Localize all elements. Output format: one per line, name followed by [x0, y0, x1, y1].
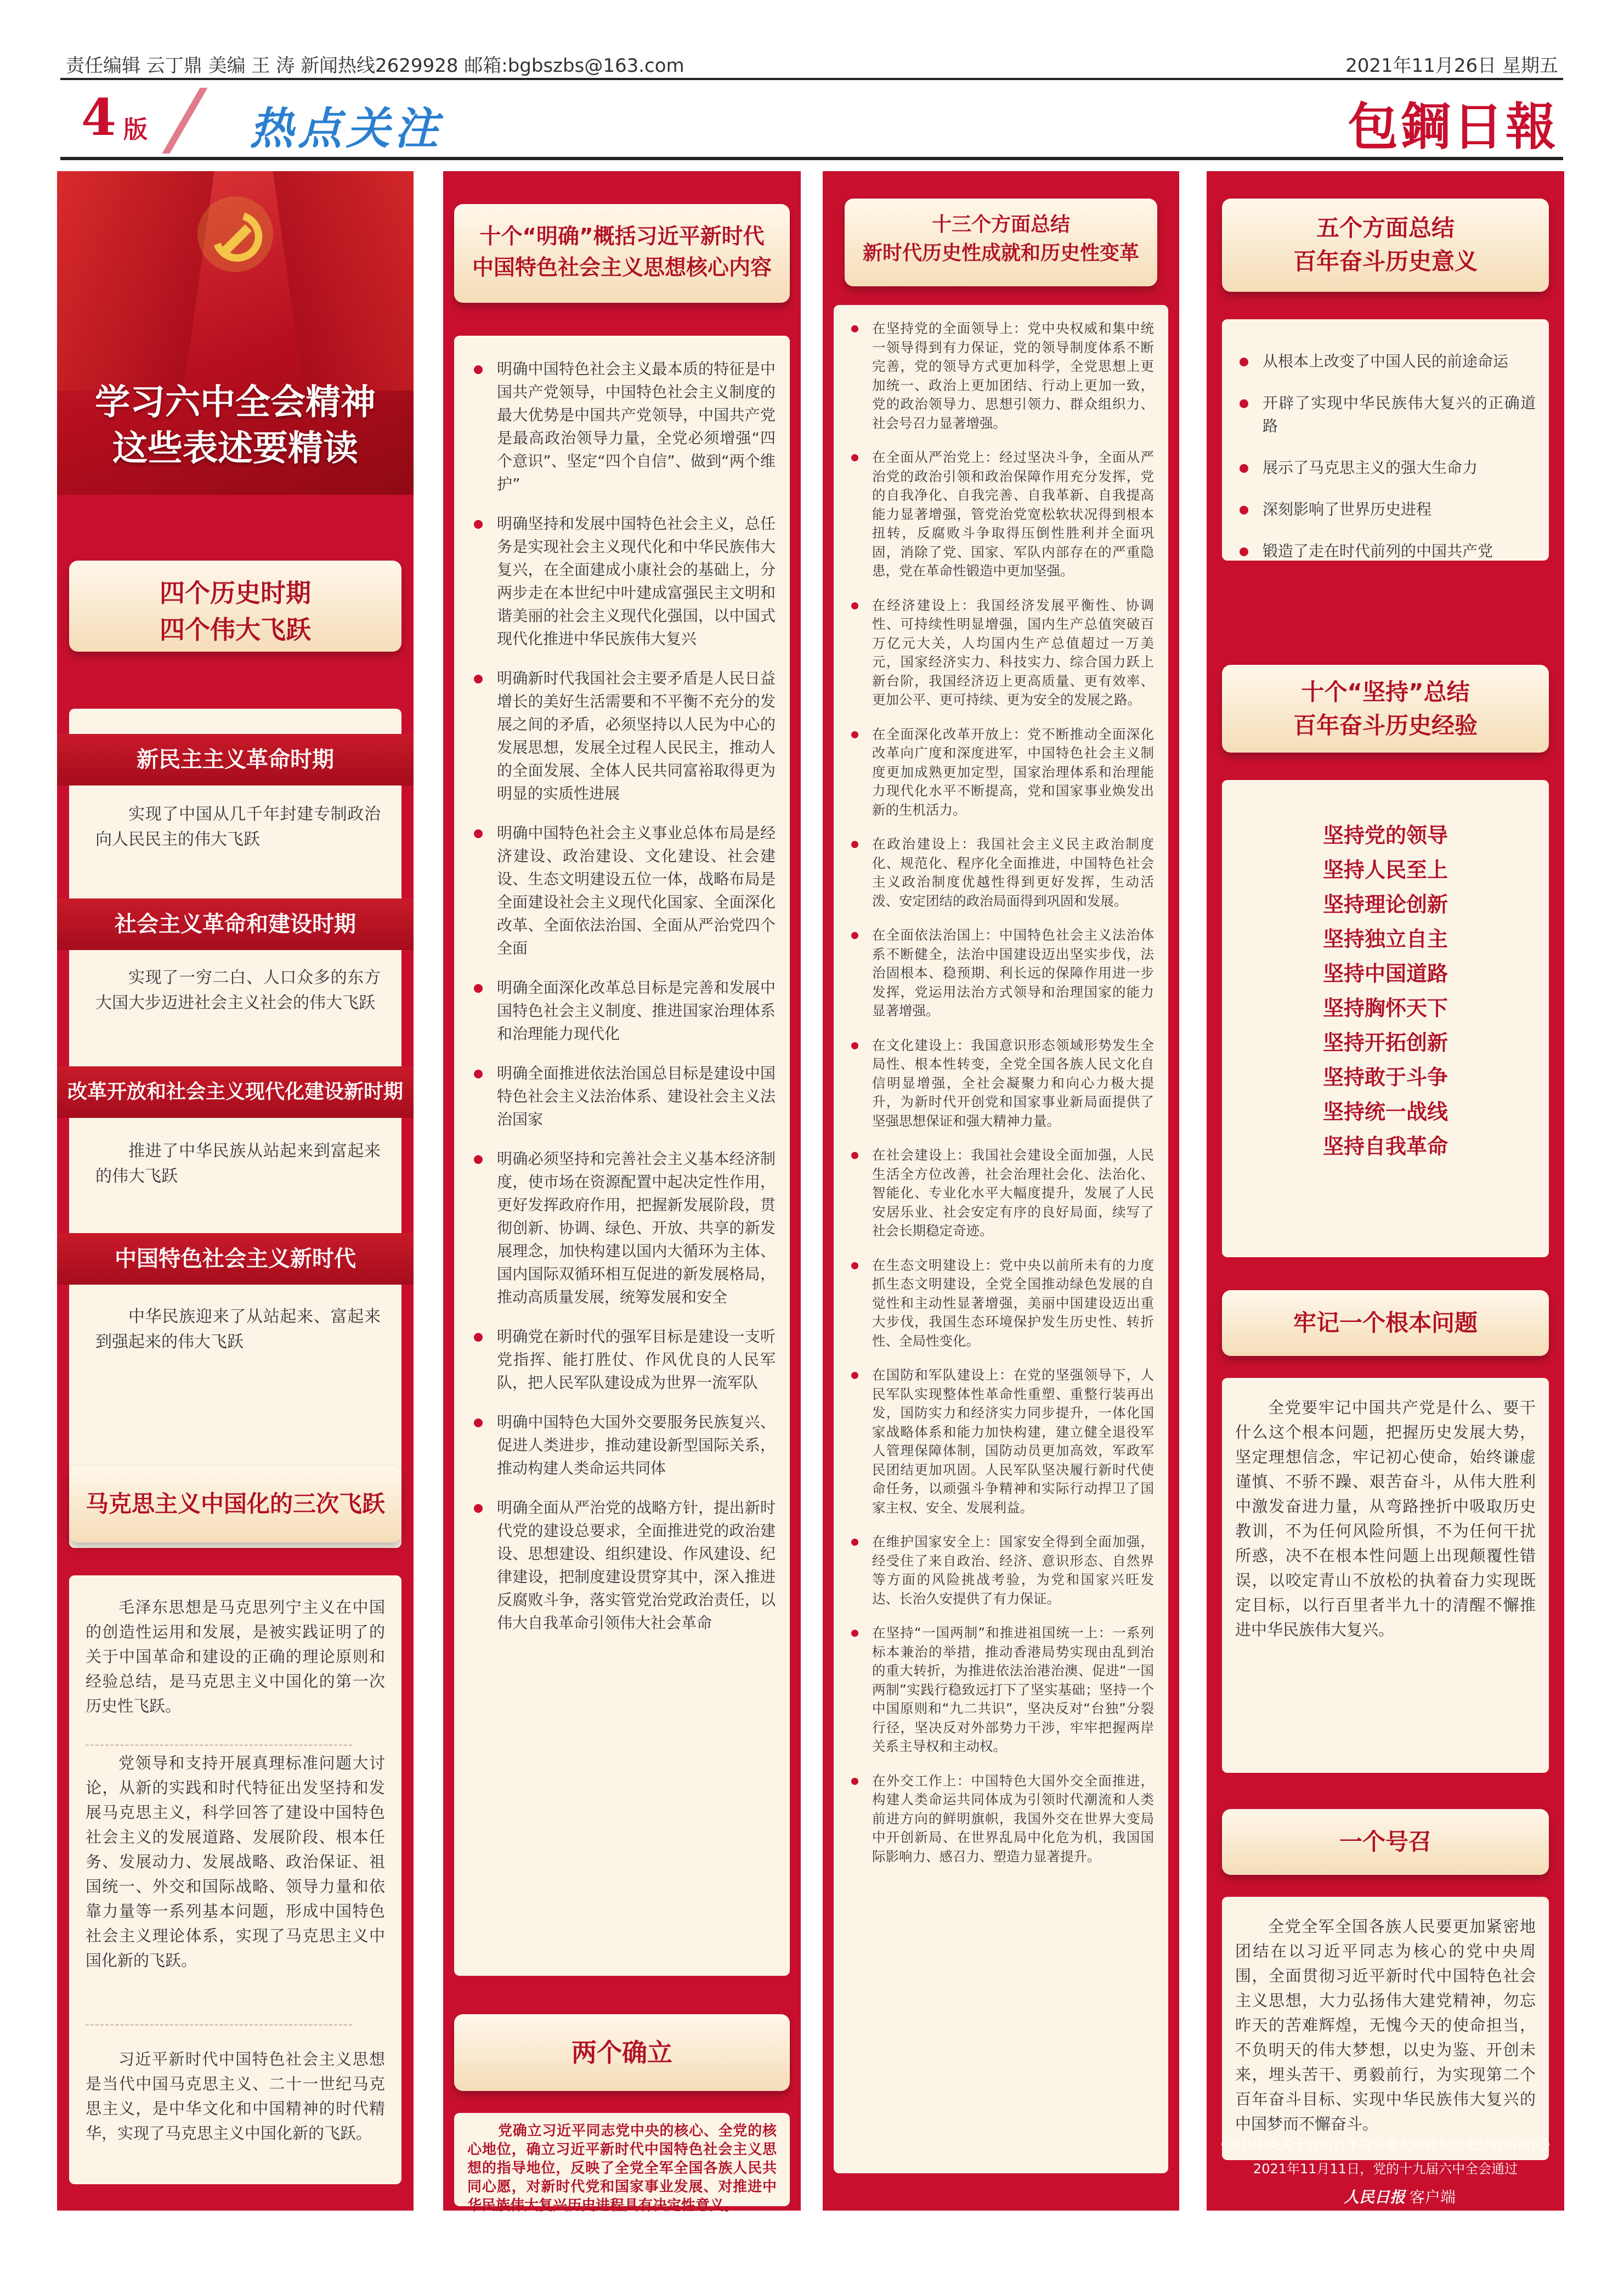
ten-clarify-header-line1: 十个“明确”概括习近平新时代 [479, 224, 765, 249]
root-question-text: 全党要牢记中国共产党是什么、要干什么这个根本问题，把握历史发展大势，坚定理想信念，牢记初心使命，始终谦虚谨慎、不骄不躁、艰苦奋斗，从伟大胜利中激发奋进力量，从弯路挫折中吸取历史教训，不为任何风险所惧，不为任何干扰所惑，决不在根本性问题上出现颠覆性错误，以咬定青山不放松的执着奋力实现既定目标，以行百里者半九十的清醒不懈推进中华民族伟大复兴。 [1235, 1398, 1536, 1639]
period-1-name: 新民主主义革命时期 [57, 734, 414, 785]
ten-clarify-list [465, 358, 776, 1635]
period-4-text: 中华民族迎来了从站起来、富起来到强起来的伟大飞跃 [95, 1307, 381, 1352]
ten-insist-header-line1: 十个“坚持”总结 [1301, 679, 1470, 705]
achievement-item: 在政治建设上：我国社会主义民主政治制度化、规范化、程序化全面推进，中国特色社会主义政治制度优越性得到更好发挥，生动活泼、安定团结的政治局面得到巩固和发展。 [842, 835, 1154, 911]
source-document: 《中共中央关于党的百年奋斗重大成就和历史经验的决议》 [1214, 2137, 1557, 2152]
newspaper-masthead: 包鋼日報 [1347, 97, 1558, 156]
achievement-item: 在坚持“一国两制”和推进祖国统一上：一系列标本兼治的举措，推动香港局势实现由乱到治的重大转折，为推进依法治港治澳、促进“一国两制”实践行稳致远打下了坚实基础；坚持一个中国原则和“九二共识”，坚决反对“台独”分裂行径，坚决反对外部势力干涉，牢牢把握两岸关系主导权和主动权。 [842, 1624, 1154, 1756]
column1-title-line1: 学习六中全会精神 [95, 382, 376, 423]
column1-title-line2: 这些表述要精读 [112, 428, 358, 469]
significance-item: 展示了马克思主义的强大生命力 [1231, 456, 1536, 479]
column-ten-clarifications [443, 171, 801, 2214]
insist-item: 坚持自我革命 [1322, 1134, 1448, 1158]
period-3-name: 改革开放和社会主义现代化建设新时期 [57, 1066, 414, 1118]
two-establish-text: 党确立习近平同志党中央的核心、全党的核心地位，确立习近平新时代中国特色社会主义思想的指导地位，反映了全党全军全国各族人民共同心愿，对新时代党和国家事业发展、对推进中华民族伟大复兴历史进程具有决定性意义。 [467, 2123, 777, 2214]
column-history-periods [57, 171, 414, 2211]
party-emblem-icon [194, 193, 276, 275]
clarify-item: 明确中国特色社会主义最本质的特征是中国共产党领导，中国特色社会主义制度的最大优势是中国共产党领导，中国共产党是最高政治领导力量，全党必须增强“四个意识”、坚定“四个自信”、做到“两个维护” [465, 358, 776, 496]
column-significance [1207, 171, 1564, 2211]
achievement-item: 在全面从严治党上：经过坚决斗争，全面从严治党的政治引领和政治保障作用充分发挥，党的自我净化、自我完善、自我革新、自我提高能力显著增强，管党治党宽松软状况得到根本扭转，反腐败斗争取得压倒性胜利并全面巩固，消除了党、国家、军队内部存在的严重隐患，党在革命性锻造中更加坚强。 [842, 448, 1154, 581]
clarify-item: 明确中国特色社会主义事业总体布局是经济建设、政治建设、文化建设、社会建设、生态文明建设五位一体，战略布局是全面建设社会主义现代化国家、全面深化改革、全面依法治国、全面从严治党四个全面 [465, 822, 776, 960]
five-header-line1: 五个方面总结 [1316, 214, 1455, 241]
source-date: 2021年11月11日，党的十九届六中全会通过 [1253, 2161, 1518, 2177]
significance-item: 锻造了走在时代前列的中国共产党 [1231, 540, 1536, 563]
leap-2-text: 党领导和支持开展真理标准问题大讨论，从新的实践和时代特征出发坚持和发展马克思主义，科学回答了建设中国特色社会主义的发展道路、发展阶段、根本任务、发展动力、发展战略、政治保证、祖国统一、外交和国际战略、领导力量和依靠力量等一系列基本问题，形成中国特色社会主义理论体系，实现了马克思主义中国化新的飞跃。 [86, 1754, 385, 1970]
achievement-item: 在坚持党的全面领导上：党中央权威和集中统一领导得到有力保证，党的领导制度体系不断完善，党的领导方式更加科学，全党思想上更加统一、政治上更加团结、行动上更加一致，党的政治领导力、思想引领力、群众组织力、社会号召力显著增强。 [842, 319, 1154, 433]
leaps-header: 马克思主义中国化的三次飞跃 [69, 1466, 401, 1542]
decor-slash [162, 88, 207, 154]
five-list [1231, 350, 1536, 563]
clarify-item: 明确全面深化改革总目标是完善和发展中国特色社会主义制度、推进国家治理体系和治理能力现代化 [465, 976, 776, 1045]
significance-item: 深刻影响了世界历史进程 [1231, 498, 1536, 521]
thirteen-header [845, 199, 1157, 286]
clarify-item: 明确必须坚持和完善社会主义基本经济制度，使市场在资源配置中起决定性作用，更好发挥政府作用，把握新发展阶段，贯彻创新、协调、绿色、开放、共享的新发展理念，加快构建以国内大循环为主体、国内国际双循环相互促进的新发展格局，推动高质量发展，统筹发展和安全 [465, 1148, 776, 1309]
header-rule-bottom [60, 157, 1563, 160]
periods-header-line2: 四个伟大飞跃 [160, 614, 311, 645]
ten-clarify-header-line2: 中国特色社会主义思想核心内容 [472, 255, 772, 280]
call-text: 全党全军全国各族人民要更加紧密地团结在以习近平同志为核心的党中央周围，全面贯彻习近平新时代中国特色社会主义思想，大力弘扬伟大建党精神，勿忘昨天的苦难辉煌，无愧今天的使命担当，不负明天的伟大梦想，以史为鉴、开创未来，埋头苦干、勇毅前行，为实现第二个百年奋斗目标、实现中华民族伟大复兴的中国梦而不懈奋斗。 [1235, 1917, 1536, 2133]
insist-item: 坚持敢于斗争 [1322, 1065, 1448, 1089]
edition-number: 4 [81, 88, 117, 147]
significance-item: 开辟了实现中华民族伟大复兴的正确道路 [1231, 392, 1536, 438]
period-2-text: 实现了一穷二白、人口众多的东方大国大步迈进社会主义社会的伟大飞跃 [95, 968, 381, 1013]
root-question-header: 牢记一个根本问题 [1222, 1290, 1549, 1356]
column1-title [57, 380, 414, 472]
period-4-name: 中国特色社会主义新时代 [57, 1233, 414, 1285]
clarify-item: 明确全面从严治党的战略方针，提出新时代党的建设总要求，全面推进党的政治建设、思想建设、组织建设、作风建设、纪律建设，把制度建设贯穿其中，深入推进反腐败斗争，落实管党治党政治责任，以伟大自我革命引领伟大社会革命 [465, 1496, 776, 1635]
logo-name: 人民日报 [1344, 2188, 1406, 2206]
period-2-name: 社会主义革命和建设时期 [57, 898, 414, 950]
achievement-item: 在外交工作上：中国特色大国外交全面推进，构建人类命运共同体成为引领时代潮流和人类前进方向的鲜明旗帜，我国外交在世界大变局中开创新局、在世界乱局中化危为机，我国国际影响力、感召力、塑造力显著提升。 [842, 1772, 1154, 1867]
period-1-text: 实现了中国从几千年封建专制政治向人民民主的伟大飞跃 [95, 805, 381, 849]
period-3-text: 推进了中华民族从站起来到富起来的伟大飞跃 [95, 1141, 381, 1186]
five-header [1222, 199, 1549, 292]
periods-header-line1: 四个历史时期 [160, 578, 311, 608]
insist-item: 坚持人民至上 [1322, 858, 1448, 882]
achievement-item: 在文化建设上：我国意识形态领域形势发生全局性、根本性转变，全党全国各族人民文化自信明显增强，全社会凝聚力和向心力极大提升，为新时代开创党和国家事业新局面提供了坚强思想保证和强大精神力量。 [842, 1036, 1154, 1131]
insist-item: 坚持理论创新 [1322, 892, 1448, 917]
achievement-item: 在全面依法治国上：中国特色社会主义法治体系不断健全，法治中国建设迈出坚实步伐，法治固根本、稳预期、利长远的保障作用进一步发挥，党运用法治方式领导和治理国家的能力显著增强。 [842, 926, 1154, 1021]
leaps-divider-1 [86, 1744, 352, 1746]
achievement-item: 在社会建设上：我国社会建设全面加强，人民生活全方位改善，社会治理社会化、法治化、智能化、专业化水平大幅度提升，发展了人民安居乐业、社会安定有序的良好局面，续写了社会长期稳定奇迹。 [842, 1146, 1154, 1241]
edition-suffix: 版 [123, 116, 148, 144]
achievement-item: 在全面深化改革开放上：党不断推动全面深化改革向广度和深度进军，中国特色社会主义制度更加成熟更加定型，国家治理体系和治理能力现代化水平不断提高，党和国家事业焕发出新的生机活力。 [842, 725, 1154, 820]
header-rule-top [60, 78, 1563, 80]
clarify-item: 明确党在新时代的强军目标是建设一支听党指挥、能打胜仗、作风优良的人民军队，把人民军队建设成为世界一流军队 [465, 1325, 776, 1394]
flag-fold-left [57, 171, 216, 391]
clarify-item: 明确全面推进依法治国总目标是建设中国特色社会主义法治体系、建设社会主义法治国家 [465, 1062, 776, 1131]
insist-item: 坚持独立自主 [1322, 927, 1448, 951]
peoples-daily-logo [1344, 2185, 1508, 2207]
insist-item: 坚持胸怀天下 [1322, 996, 1448, 1020]
leap-1-text: 毛泽东思想是马克思列宁主义在中国的创造性运用和发展，是被实践证明了的关于中国革命和建设的正确的理论原则和经验总结，是马克思主义中国化的第一次历史性飞跃。 [86, 1598, 385, 1715]
achievement-item: 在经济建设上：我国经济发展平衡性、协调性、可持续性明显增强，国内生产总值突破百万亿元大关，人均国内生产总值超过一万美元，国家经济实力、科技实力、综合国力跃上新台阶，我国经济迈上更高质量、更有效率、更加公平、更可持续、更为安全的发展之路。 [842, 596, 1154, 710]
insist-item: 坚持中国道路 [1322, 962, 1448, 986]
insist-item: 坚持开拓创新 [1322, 1031, 1448, 1055]
ten-insist-header [1222, 665, 1549, 753]
ten-insist-list [1222, 818, 1549, 1164]
clarify-item: 明确新时代我国社会主要矛盾是人民日益增长的美好生活需要和不平衡不充分的发展之间的矛盾，必须坚持以人民为中心的发展思想，发展全过程人民民主，推动人的全面发展、全体人民共同富裕取得更为明显的实质性进展 [465, 667, 776, 805]
two-establish-header: 两个确立 [454, 2014, 790, 2091]
flag-fold-right [271, 171, 414, 391]
section-title: 热点关注 [250, 103, 443, 154]
call-header: 一个号召 [1222, 1809, 1549, 1875]
clarify-item: 明确中国特色大国外交要服务民族复兴、促进人类进步，推动建设新型国际关系，推动构建人类命运共同体 [465, 1411, 776, 1480]
leaps-divider-2 [86, 2024, 352, 2026]
header-date: 2021年11月26日 星期五 [1345, 55, 1558, 77]
thirteen-header-line1: 十三个方面总结 [931, 213, 1070, 236]
column-thirteen-achievements [823, 171, 1179, 2211]
ten-clarify-header [454, 204, 790, 303]
leap-3-text: 习近平新时代中国特色社会主义思想是当代中国马克思主义、二十一世纪马克思主义，是中华文化和中国精神的时代精华，实现了马克思主义中国化新的飞跃。 [86, 2050, 385, 2143]
insist-item: 坚持统一战线 [1322, 1100, 1448, 1124]
header-credits: 责任编辑 云丁鼎 美编 王 涛 新闻热线2629928 邮箱:bgbszbs@163.com [66, 55, 684, 77]
logo-suffix: 客户端 [1410, 2188, 1456, 2206]
thirteen-list [842, 319, 1154, 1866]
five-header-line2: 百年奋斗历史意义 [1293, 247, 1478, 275]
periods-header [69, 561, 401, 652]
insist-item: 坚持党的领导 [1322, 823, 1448, 847]
achievement-item: 在生态文明建设上：党中央以前所未有的力度抓生态文明建设，全党全国推动绿色发展的自觉性和主动性显著增强，美丽中国建设迈出重大步伐，我国生态环境保护发生历史性、转折性、全局性变化。 [842, 1256, 1154, 1351]
significance-item: 从根本上改变了中国人民的前途命运 [1231, 350, 1536, 373]
thirteen-header-line2: 新时代历史性成就和历史性变革 [862, 242, 1139, 265]
achievement-item: 在维护国家安全上：国家安全得到全面加强，经受住了来自政治、经济、意识形态、自然界等方面的风险挑战考验，为党和国家兴旺发达、长治久安提供了有力保证。 [842, 1533, 1154, 1608]
clarify-item: 明确坚持和发展中国特色社会主义，总任务是实现社会主义现代化和中华民族伟大复兴，在全面建成小康社会的基础上，分两步走在本世纪中叶建成富强民主文明和谐美丽的社会主义现代化强国，以中国式现代化推进中华民族伟大复兴 [465, 512, 776, 651]
achievement-item: 在国防和军队建设上：在党的坚强领导下，人民军队实现整体性革命性重塑、重整行装再出发，国防实力和经济实力同步提升，一体化国家战略体系和能力加快构建，建立健全退役军人管理保障体制，国防动员更加高效，军政军民团结更加巩固。人民军队坚决履行新时代使命任务，以顽强斗争精神和实际行动捍卫了国家主权、安全、发展利益。 [842, 1366, 1154, 1517]
ten-insist-header-line2: 百年奋斗历史经验 [1293, 711, 1478, 739]
